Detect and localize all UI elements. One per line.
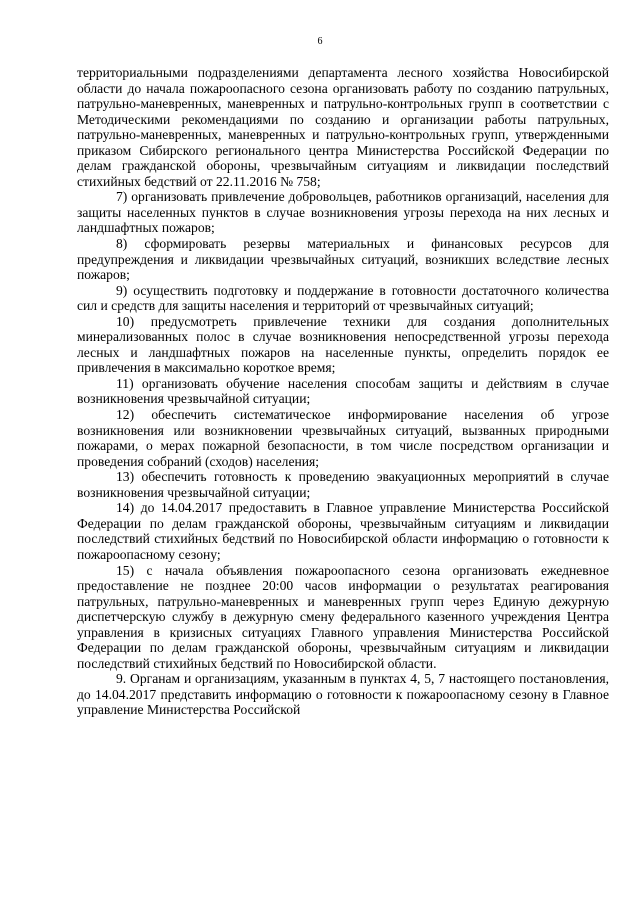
paragraph-item-11: 11) организовать обучение населения способам защиты и действиям в случае возникновения чрезвычайной ситуации; [77, 375, 609, 407]
paragraph-item-7: 7) организовать привлечение добровольцев, работников организаций, населения для защиты населенных пунктов в случае возникновения угрозы перехода на них лесных и ландшафтных пожаров; [77, 189, 609, 236]
page-number: 6 [317, 36, 323, 47]
paragraph-item-13: 13) обеспечить готовность к проведению эвакуационных мероприятий в случае возникновения чрезвычайной ситуации; [77, 469, 609, 500]
paragraph-item-15: 15) с начала объявления пожароопасного сезона организовать ежедневное предоставление не позднее 20:00 часов информации о результатах реагирования патрульных, патрульно-маневренных и маневренных групп через Единую дежурную диспетчерскую службу в дежурную смену федерального казенного учреждения Центра управления в кризисных ситуациях Главного управления Министерства Российской Федерации по делам гражданской обороны, чрезвычайным ситуациям и ликвидации последствий стихийных бедствий по Новосибирской области. [77, 562, 609, 671]
paragraph-continuation: территориальными подразделениями департамента лесного хозяйства Новосибирской области до начала пожароопасного сезона организовать работу по созданию патрульных, патрульно-маневренных, маневренных и патрульно-контрольных групп в соответствии с Методическими рекомендациями по созданию и организации работы патрульных, патрульно-маневренных, маневренных и патрульно-контрольных групп, утвержденными приказом Сибирского регионального центра Министерства Российской Федерации по делам гражданской обороны, чрезвычайным ситуациям и ликвидации последствий стихийных бедствий от 22.11.2016 № 758; [77, 65, 609, 189]
document-body [77, 65, 609, 718]
paragraph-section-9: 9. Органам и организациям, указанным в пунктах 4, 5, 7 настоящего постановления, до 14.04.2017 представить информацию о готовности к пожароопасному сезону в Главное управление Министерства Российской [77, 671, 609, 718]
paragraph-item-10: 10) предусмотреть привлечение техники для создания дополнительных минерализованных полос в случае возникновения непосредственной угрозы перехода лесных и ландшафтных пожаров на населенные пункты, определить порядок ее привлечения в максимально короткое время; [77, 313, 609, 376]
paragraph-item-8: 8) сформировать резервы материальных и финансовых ресурсов для предупреждения и ликвидации чрезвычайных ситуаций, возникших вследствие лесных пожаров; [77, 236, 609, 283]
paragraph-item-9: 9) осуществить подготовку и поддержание в готовности достаточного количества сил и средств для защиты населения и территорий от чрезвычайных ситуаций; [77, 282, 609, 314]
paragraph-item-12: 12) обеспечить систематическое информирование населения об угрозе возникновения или возникновении чрезвычайных ситуаций, вызванных природными пожарами, о мерах пожарной безопасности, в том числе посредством организации и проведения собраний (сходов) населения; [77, 407, 609, 469]
paragraph-item-14: 14) до 14.04.2017 предоставить в Главное управление Министерства Российской Федерации по делам гражданской обороны, чрезвычайным ситуациям и ликвидации последствий стихийных бедствий по Новосибирской области информацию о готовности к пожароопасному сезону; [77, 500, 609, 562]
